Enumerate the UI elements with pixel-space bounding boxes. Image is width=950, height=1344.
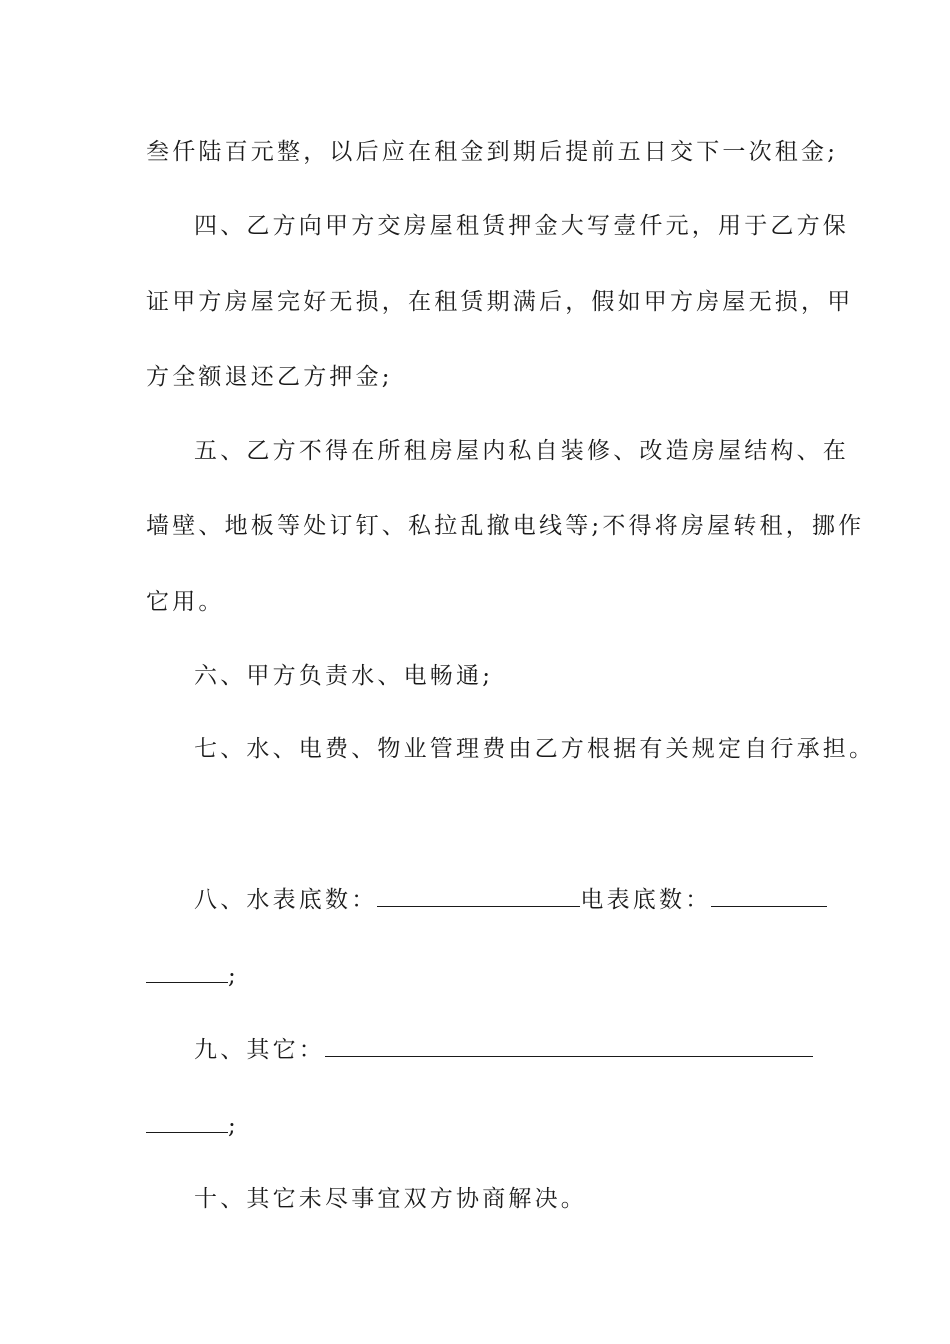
clause-8-tail: ;: [228, 963, 239, 989]
clause-4-line-3: 方全额退还乙方押金;: [146, 364, 393, 390]
clause-5-line-1: 五、乙方不得在所租房屋内私自装修、改造房屋结构、在: [194, 438, 849, 464]
electric-meter-blank-cont[interactable]: [146, 962, 228, 983]
clause-8-line-2: [146, 961, 239, 991]
other-blank[interactable]: [325, 1036, 813, 1057]
clause-4-line-1: 四、乙方向甲方交房屋租赁押金大写壹仟元，用于乙方保: [194, 213, 849, 239]
electric-meter-label: 电表底数：: [580, 887, 712, 913]
paragraph-line: 叁仟陆百元整，以后应在租金到期后提前五日交下一次租金;: [146, 139, 839, 165]
water-meter-blank[interactable]: [377, 886, 580, 907]
electric-meter-blank[interactable]: [711, 886, 827, 907]
clause-9-tail: ;: [228, 1113, 239, 1139]
clause-7: 七、水、电费、物业管理费由乙方根据有关规定自行承担。: [194, 736, 876, 762]
clause-5-line-2: 墙壁、地板等处订钉、私拉乱撤电线等;不得将房屋转租，挪作: [146, 513, 865, 539]
other-label: 九、其它：: [194, 1037, 325, 1063]
clause-10: 十、其它未尽事宜双方协商解决。: [194, 1186, 587, 1212]
clause-8-line-1: [194, 885, 827, 915]
clause-6: 六、甲方负责水、电畅通;: [194, 663, 494, 689]
clause-5-line-3: 它用。: [146, 589, 225, 615]
other-blank-cont[interactable]: [146, 1112, 228, 1133]
clause-9-line-1: [194, 1035, 813, 1065]
water-meter-label: 八、水表底数：: [194, 887, 378, 913]
clause-9-line-2: [146, 1111, 239, 1141]
clause-4-line-2: 证甲方房屋完好无损，在租赁期满后，假如甲方房屋无损，甲: [146, 289, 854, 315]
